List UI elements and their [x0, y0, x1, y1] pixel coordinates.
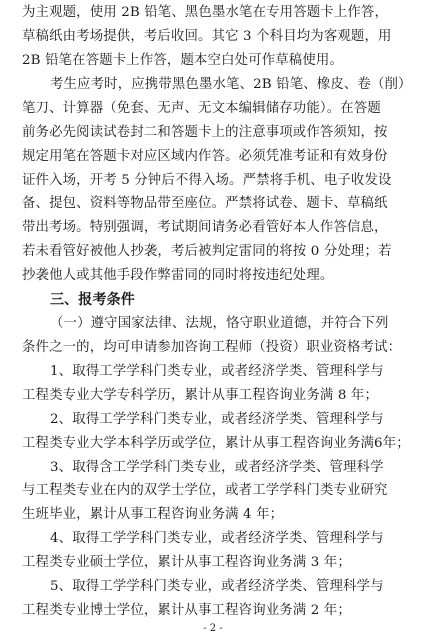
text-line: 与工程类专业在内的双学士学位，或者工学学科门类专业研究	[22, 483, 388, 499]
text-line: 3、取得含工学学科门类专业，或者经济学类、管理科学	[50, 459, 384, 475]
text-line: 规定用笔在答题卡对应区域内作答。必须凭准考证和有效身份	[22, 148, 388, 164]
text-line: 条件之一的，均可申请参加咨询工程师（投资）职业资格考试：	[22, 339, 402, 355]
text-line: （一）遵守国家法律、法规，恪守职业道德，并符合下列	[50, 316, 389, 331]
text-line: 考生应考时，应携带黑色墨水笔、2B 铅笔、橡皮、卷（削）	[50, 76, 412, 92]
section-heading: 三、报考条件	[50, 292, 135, 309]
text-line: 工程类专业大学专科学历，累计从事工程咨询业务满 8 年；	[22, 387, 378, 403]
page-number: - 2 -	[203, 623, 223, 634]
text-line: 为主观题，使用 2B 铅笔、黑色墨水笔在专用答题卡上作答，	[22, 5, 388, 20]
text-line: 4、取得工学学科门类专业，或者经济学类、管理科学与	[50, 531, 384, 547]
text-line: 1、取得工学学科门类专业，或者经济学类、管理科学与	[50, 363, 384, 379]
text-line: 工程类专业博士学位，累计从事工程咨询业务满 2 年；	[22, 603, 351, 618]
text-line: 草稿纸由考场提供，考后收回。其它 3 个科目均为客观题，用	[22, 28, 392, 44]
text-line: 证件入场，开考 5 分钟后不得入场。严禁将手机、电子收发设	[22, 172, 392, 188]
text-line: 生班毕业，累计从事工程咨询业务满 4 年；	[22, 507, 284, 523]
text-line: 前务必先阅读试卷封二和答题卡上的注意事项或作答须知，按	[22, 124, 388, 140]
text-line: 2、取得工学学科门类专业，或者经济学类、管理科学与	[50, 411, 384, 427]
text-line: 抄袭他人或其他手段作弊雷同的同时将按违纪处理。	[22, 268, 334, 284]
text-line: 笔刀、计算器（免套、无声、无文本编辑储存功能）。在答题	[22, 100, 381, 116]
text-line: 若未看管好被他人抄袭，考后被判定雷同的将按 0 分处理；若	[22, 244, 392, 260]
text-line: 2B 铅笔在答题卡上作答，题本空白处可作草稿使用。	[22, 52, 343, 68]
text-line: 备、提包、资料等物品带至座位。严禁将试卷、题卡、草稿纸	[22, 196, 388, 212]
text-line: 带出考场。特别强调，考试期间请务必看管好本人作答信息，	[22, 220, 388, 236]
text-line: 5、取得工学学科门类专业，或者经济学类、管理科学与	[50, 579, 384, 595]
text-line: 工程类专业大学本科学历或学位，累计从事工程咨询业务满6年；	[22, 435, 410, 451]
text-line: 工程类专业硕士学位，累计从事工程咨询业务满 3 年；	[22, 555, 351, 571]
